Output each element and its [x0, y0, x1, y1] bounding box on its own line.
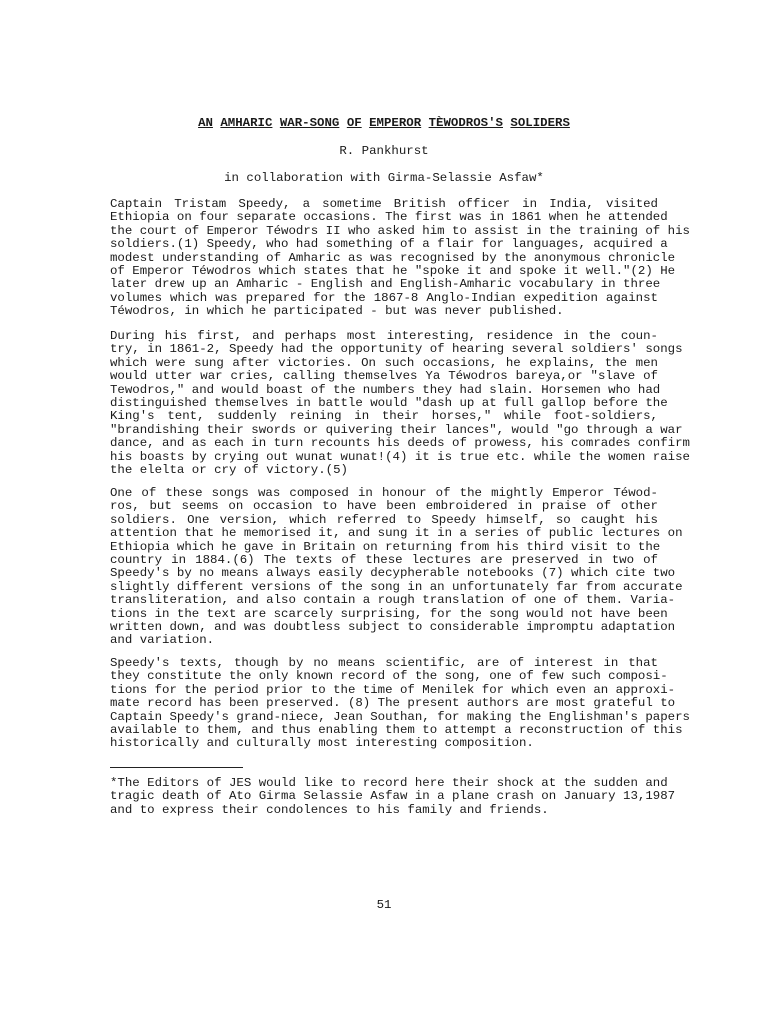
text-line: and variation.	[110, 633, 215, 648]
text-line: of Emperor Téwodros which states that he "spoke it and spoke it well."(2) He	[110, 263, 676, 278]
title-word: WAR-SONG	[279, 116, 340, 130]
article-title	[110, 117, 658, 130]
text-line: modest understanding of Amharic as was recognised by the anonymous chronicle	[110, 250, 676, 265]
paragraph-1	[110, 197, 690, 319]
text-line: Ethiopia which he gave in Britain on returning from his third visit to the	[110, 539, 661, 554]
text-line: dance, and as each in turn recounts his deeds of prowess, his comrades confirm	[110, 436, 690, 451]
title-word: AMHARIC	[220, 116, 273, 130]
text-line: country in 1884.(6) The texts of these lectures are preserved in two of	[110, 552, 658, 567]
text-line: During his first, and perhaps most interesting, residence in the coun-	[110, 329, 658, 343]
text-line: later drew up an Amharic - English and English-Amharic vocabulary in three	[110, 277, 661, 292]
text-line: transliteration, and also contain a rough translation of one of them. Varia-	[110, 593, 676, 608]
text-line: the court of Emperor Téwodrs II who asked him to assist in the training of his	[110, 223, 690, 238]
footnote-line: tragic death of Ato Girma Selassie Asfaw in a plane crash on January 13,1987	[110, 789, 676, 804]
title-word: SOLIDERS	[510, 116, 570, 130]
text-line: ros, but seems on occasion to have been embroidered in praise of other	[110, 499, 658, 514]
text-line: would utter war cries, calling themselves Ya Téwodros bareya,or "slave of	[110, 369, 658, 384]
text-line: King's tent, suddenly reining in their horses," while foot-soldiers,	[110, 409, 658, 424]
text-line: tions in the text are scarcely surprising, for the song would not have been	[110, 606, 668, 621]
title-word: AN	[198, 116, 213, 130]
text-line: Ethiopia on four separate occasions. The first was in 1861 when he attended	[110, 210, 668, 225]
paragraph-2	[110, 329, 690, 477]
text-line: Captain Tristam Speedy, a sometime British officer in India, visited	[110, 197, 658, 211]
text-line: they constitute the only known record of the song, one of few such composi-	[110, 669, 668, 684]
footnote	[110, 776, 676, 817]
text-line: Captain Speedy's grand-niece, Jean Southan, for making the Englishman's papers	[110, 709, 690, 724]
text-line: attention that he memorised it, and sung it in a series of public lectures on	[110, 526, 683, 541]
text-line: the elelta or cry of victory.(5)	[110, 462, 348, 477]
paragraph-3	[110, 486, 683, 648]
text-line: Téwodros, in which he participated - but was never published.	[110, 304, 564, 319]
page-number: 51	[376, 898, 392, 912]
paragraph-4	[110, 656, 690, 751]
text-line: Speedy's by no means always easily decypherable notebooks (7) which cite two	[110, 566, 676, 581]
text-line: which were sung after victories. On such occasions, he explains, the men	[110, 355, 658, 370]
title-word: OF	[346, 116, 362, 130]
text-line: soldiers. One version, which referred to Speedy himself, so caught his	[110, 512, 658, 527]
author-line: R. Pankhurst	[339, 144, 429, 158]
footnote-line: and to express their condolences to his family and friends.	[110, 802, 549, 817]
footnote-line: *The Editors of JES would like to record here their shock at the sudden and	[110, 776, 668, 790]
text-line: historically and culturally most interesting composition.	[110, 736, 534, 751]
text-line: available to them, and thus enabling them to attempt a reconstruction of this	[110, 722, 683, 737]
text-line: soldiers.(1) Speedy, who had something of a flair for languages, acquired a	[110, 237, 668, 252]
text-line: volumes which was prepared for the 1867-8 Anglo-Indian expedition against	[110, 290, 658, 305]
text-line: slightly different versions of the song in an unfortunately far from accurate	[110, 579, 683, 594]
collaboration-line: in collaboration with Girma-Selassie Asfaw*	[224, 171, 544, 185]
footnote-divider	[110, 767, 243, 768]
text-line: mate record has been preserved. (8) The present authors are most grateful to	[110, 696, 676, 711]
text-line: tions for the period prior to the time of Menilek for which even an approxi-	[110, 682, 676, 697]
text-line: try, in 1861-2, Speedy had the opportunity of hearing several soldiers' songs	[110, 342, 683, 357]
text-line: "brandishing their swords or quivering their lances", would "go through a war	[110, 422, 683, 437]
text-line: One of these songs was composed in honour of the mightly Emperor Téwod-	[110, 486, 658, 500]
text-line: distinguished themselves in battle would "dash up at full gallop before the	[110, 395, 668, 410]
title-word: EMPEROR	[369, 116, 422, 130]
text-line: Speedy's texts, though by no means scientific, are of interest in that	[110, 656, 658, 670]
text-line: written down, and was doubtless subject to considerable impromptu adaptation	[110, 619, 676, 634]
title-word: TÈWODROS'S	[428, 116, 503, 130]
text-line: Tewodros," and would boast of the numbers they had slain. Horsemen who had	[110, 382, 661, 397]
text-line: his boasts by crying out wunat wunat!(4) it is true etc. while the women raise	[110, 449, 690, 464]
